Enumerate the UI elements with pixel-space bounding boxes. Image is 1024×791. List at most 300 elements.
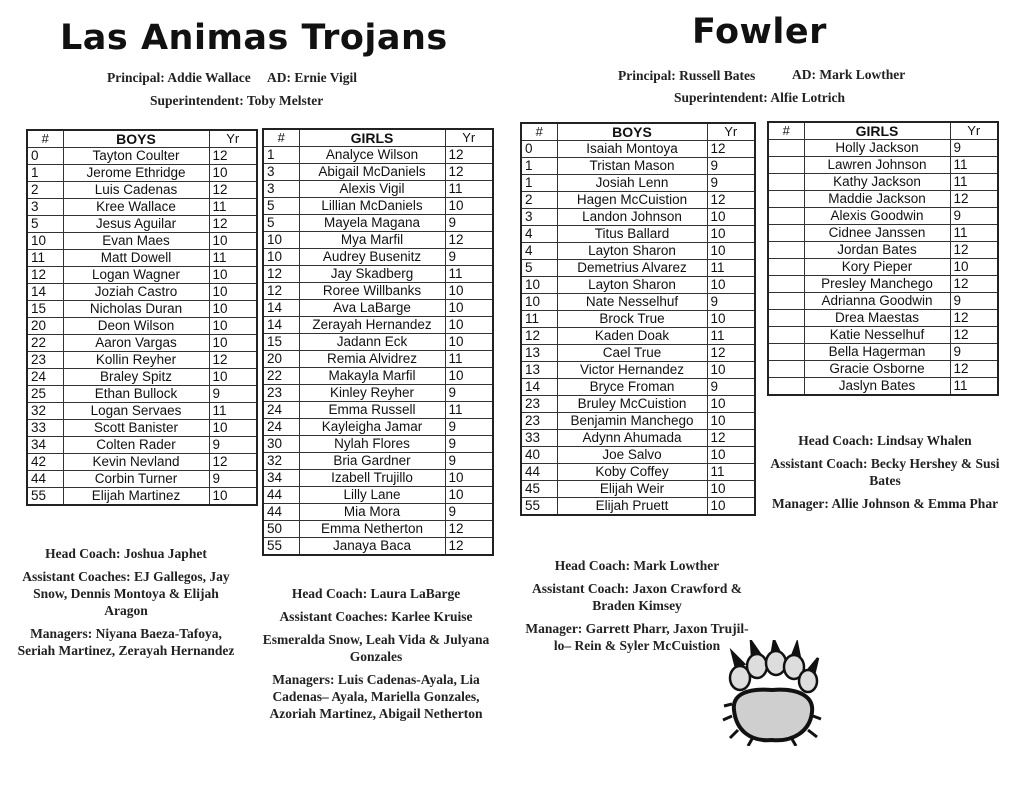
- roster-row: [263, 521, 493, 538]
- player-name: Kayleigha Jamar: [299, 419, 445, 436]
- managers: Managers: Niyana Baeza-Tafoya, Seriah Martinez, Zerayah Hernandez: [17, 626, 235, 658]
- roster-row: [521, 481, 755, 498]
- roster-row: [521, 379, 755, 396]
- player-name: Emma Netherton: [299, 521, 445, 538]
- assistant-coaches: Assistant Coach: Jaxon Crawford & Braden Kimsey: [532, 581, 742, 613]
- player-number: 23: [521, 396, 557, 413]
- player-name: Landon Johnson: [557, 209, 707, 226]
- player-number: [768, 208, 804, 225]
- roster-row: [768, 327, 998, 344]
- player-name: Nicholas Duran: [63, 301, 209, 318]
- player-number: [768, 344, 804, 361]
- roster-row: [263, 147, 493, 164]
- player-year: 11: [445, 266, 493, 283]
- player-number: 14: [263, 300, 299, 317]
- player-name: Benjamin Manchego: [557, 413, 707, 430]
- roster-header-row: [263, 129, 493, 147]
- player-name: Holly Jackson: [804, 140, 950, 157]
- player-year: 12: [445, 538, 493, 556]
- player-name: Titus Ballard: [557, 226, 707, 243]
- roster-row: [768, 140, 998, 157]
- player-number: 10: [521, 277, 557, 294]
- assistant-coaches: Assistant Coach: Becky Hershey & Susi Bates: [770, 456, 1000, 488]
- roster-row: [521, 243, 755, 260]
- player-name: Logan Servaes: [63, 403, 209, 420]
- player-name: Remia Alvidrez: [299, 351, 445, 368]
- player-name: Maddie Jackson: [804, 191, 950, 208]
- player-name: Matt Dowell: [63, 250, 209, 267]
- roster-row: [263, 334, 493, 351]
- player-number: 13: [521, 345, 557, 362]
- player-year: 10: [209, 267, 257, 284]
- fowler-ad: AD: Mark Lowther: [792, 67, 906, 82]
- player-year: 10: [707, 226, 755, 243]
- roster-row: [768, 378, 998, 396]
- player-number: 10: [27, 233, 63, 250]
- player-number: 32: [27, 403, 63, 420]
- player-name: Mia Mora: [299, 504, 445, 521]
- player-number: 25: [27, 386, 63, 403]
- player-year: 9: [445, 436, 493, 453]
- header-name: GIRLS: [299, 129, 445, 147]
- player-name: Elijah Martinez: [63, 488, 209, 506]
- player-name: Presley Manchego: [804, 276, 950, 293]
- player-number: [768, 293, 804, 310]
- player-name: Koby Coffey: [557, 464, 707, 481]
- header-name: BOYS: [63, 130, 209, 148]
- player-number: 33: [27, 420, 63, 437]
- player-name: Adynn Ahumada: [557, 430, 707, 447]
- roster-row: [263, 368, 493, 385]
- player-number: 5: [27, 216, 63, 233]
- player-year: 10: [209, 233, 257, 250]
- player-number: 55: [27, 488, 63, 506]
- player-name: Layton Sharon: [557, 277, 707, 294]
- player-year: 10: [445, 198, 493, 215]
- las-animas-girls-staff: [252, 585, 500, 728]
- player-number: [768, 140, 804, 157]
- player-number: 5: [521, 260, 557, 277]
- player-year: 10: [707, 447, 755, 464]
- roster-row: [27, 454, 257, 471]
- header-number: #: [27, 130, 63, 148]
- player-number: 33: [521, 430, 557, 447]
- roster-row: [521, 362, 755, 379]
- player-number: 32: [263, 453, 299, 470]
- player-name: Jadann Eck: [299, 334, 445, 351]
- player-name: Gracie Osborne: [804, 361, 950, 378]
- player-year: 12: [707, 430, 755, 447]
- head-coach: Head Coach: Joshua Japhet: [45, 546, 207, 561]
- player-year: 11: [445, 402, 493, 419]
- roster-row: [521, 141, 755, 158]
- player-number: 1: [27, 165, 63, 182]
- roster-row: [521, 209, 755, 226]
- player-year: 10: [209, 488, 257, 506]
- player-number: 44: [263, 487, 299, 504]
- roster-row: [263, 181, 493, 198]
- roster-row: [521, 396, 755, 413]
- fowler-principal: Principal: Russell Bates: [618, 68, 756, 83]
- player-year: 11: [950, 157, 998, 174]
- roster-row: [27, 284, 257, 301]
- roster-row: [521, 328, 755, 345]
- player-name: Nate Nesselhuf: [557, 294, 707, 311]
- player-name: Lillian McDaniels: [299, 198, 445, 215]
- player-name: Drea Maestas: [804, 310, 950, 327]
- player-name: Logan Wagner: [63, 267, 209, 284]
- roster-row: [768, 242, 998, 259]
- player-year: 9: [445, 385, 493, 402]
- player-number: 55: [521, 498, 557, 516]
- roster-row: [27, 148, 257, 165]
- roster-row: [27, 386, 257, 403]
- roster-row: [27, 488, 257, 506]
- assistant-coaches: Assistant Coaches: EJ Gallegos, Jay Snow, Dennis Montoya & Elijah Aragon: [22, 569, 230, 618]
- player-number: 4: [521, 226, 557, 243]
- player-name: Jordan Bates: [804, 242, 950, 259]
- roster-row: [263, 453, 493, 470]
- player-number: 15: [263, 334, 299, 351]
- roster-row: [263, 249, 493, 266]
- roster-row: [521, 447, 755, 464]
- player-year: 10: [209, 318, 257, 335]
- player-year: 9: [950, 140, 998, 157]
- player-year: 10: [707, 243, 755, 260]
- player-year: 10: [445, 334, 493, 351]
- header-year: Yr: [950, 122, 998, 140]
- roster-row: [263, 436, 493, 453]
- player-year: 12: [950, 276, 998, 293]
- roster-row: [768, 310, 998, 327]
- player-name: Jay Skadberg: [299, 266, 445, 283]
- head-coach: Head Coach: Lindsay Whalen: [798, 433, 972, 448]
- player-number: 10: [521, 294, 557, 311]
- player-year: 12: [950, 310, 998, 327]
- player-year: 10: [209, 165, 257, 182]
- player-year: 9: [707, 294, 755, 311]
- player-name: Evan Maes: [63, 233, 209, 250]
- las-animas-girls-roster: [262, 128, 494, 556]
- player-name: Alexis Goodwin: [804, 208, 950, 225]
- player-name: Deon Wilson: [63, 318, 209, 335]
- player-number: 34: [263, 470, 299, 487]
- player-name: Demetrius Alvarez: [557, 260, 707, 277]
- player-name: Scott Banister: [63, 420, 209, 437]
- player-number: [768, 191, 804, 208]
- player-number: 14: [263, 317, 299, 334]
- roster-row: [27, 267, 257, 284]
- player-name: Hagen McCuistion: [557, 192, 707, 209]
- player-name: Joziah Castro: [63, 284, 209, 301]
- roster-row: [521, 464, 755, 481]
- player-number: 24: [27, 369, 63, 386]
- player-name: Kinley Reyher: [299, 385, 445, 402]
- player-year: 10: [707, 209, 755, 226]
- player-name: Janaya Baca: [299, 538, 445, 556]
- roster-row: [27, 301, 257, 318]
- player-year: 12: [950, 191, 998, 208]
- player-name: Joe Salvo: [557, 447, 707, 464]
- player-number: 22: [27, 335, 63, 352]
- roster-row: [263, 351, 493, 368]
- player-name: Bria Gardner: [299, 453, 445, 470]
- roster-row: [768, 361, 998, 378]
- roster-row: [263, 164, 493, 181]
- player-year: 12: [445, 147, 493, 164]
- player-name: Adrianna Goodwin: [804, 293, 950, 310]
- managers: Manager: Allie Johnson & Emma Phar: [771, 496, 999, 511]
- player-name: Katie Nesselhuf: [804, 327, 950, 344]
- player-year: 9: [445, 419, 493, 436]
- las-animas-superintendent: Superintendent: Toby Melster: [150, 93, 324, 108]
- player-number: 24: [263, 402, 299, 419]
- player-number: 30: [263, 436, 299, 453]
- player-year: 9: [707, 158, 755, 175]
- roster-row: [27, 250, 257, 267]
- player-year: 10: [209, 369, 257, 386]
- roster-row: [27, 437, 257, 454]
- player-year: 11: [445, 351, 493, 368]
- player-name: Brock True: [557, 311, 707, 328]
- player-number: 23: [521, 413, 557, 430]
- player-number: [768, 310, 804, 327]
- fowler-girls-roster: [767, 121, 999, 396]
- roster-row: [521, 260, 755, 277]
- roster-row: [263, 402, 493, 419]
- player-number: 23: [27, 352, 63, 369]
- player-number: 50: [263, 521, 299, 538]
- player-name: Braley Spitz: [63, 369, 209, 386]
- player-year: 10: [209, 335, 257, 352]
- player-name: Josiah Lenn: [557, 175, 707, 192]
- player-year: 9: [707, 379, 755, 396]
- player-year: 12: [707, 141, 755, 158]
- player-number: 44: [27, 471, 63, 488]
- player-number: 5: [263, 198, 299, 215]
- player-year: 11: [950, 174, 998, 191]
- player-name: Analyce Wilson: [299, 147, 445, 164]
- roster-row: [521, 413, 755, 430]
- roster-row: [521, 192, 755, 209]
- player-number: [768, 276, 804, 293]
- roster-row: [27, 216, 257, 233]
- roster-row: [27, 369, 257, 386]
- player-name: Bella Hagerman: [804, 344, 950, 361]
- player-name: Lilly Lane: [299, 487, 445, 504]
- player-year: 11: [707, 464, 755, 481]
- player-year: 10: [707, 311, 755, 328]
- roster-row: [263, 538, 493, 556]
- las-animas-title: Las Animas Trojans: [60, 18, 448, 58]
- roster-row: [27, 335, 257, 352]
- player-number: 24: [263, 419, 299, 436]
- assistant-coaches-continued: Esmeralda Snow, Leah Vida & Julyana Gonzales: [262, 632, 490, 664]
- player-number: 0: [27, 148, 63, 165]
- player-name: Mayela Magana: [299, 215, 445, 232]
- player-number: [768, 259, 804, 276]
- header-number: #: [768, 122, 804, 140]
- player-number: 12: [27, 267, 63, 284]
- header-name: BOYS: [557, 123, 707, 141]
- roster-row: [263, 215, 493, 232]
- player-year: 10: [707, 413, 755, 430]
- header-number: #: [263, 129, 299, 147]
- player-year: 10: [445, 317, 493, 334]
- roster-row: [263, 266, 493, 283]
- player-number: 3: [263, 181, 299, 198]
- player-number: 4: [521, 243, 557, 260]
- player-name: Jaslyn Bates: [804, 378, 950, 396]
- header-year: Yr: [209, 130, 257, 148]
- fowler-boys-staff: [524, 557, 750, 660]
- player-year: 10: [445, 300, 493, 317]
- player-name: Kory Pieper: [804, 259, 950, 276]
- player-number: 2: [27, 182, 63, 199]
- player-year: 9: [209, 437, 257, 454]
- player-name: Kaden Doak: [557, 328, 707, 345]
- player-year: 11: [950, 378, 998, 396]
- player-name: Kathy Jackson: [804, 174, 950, 191]
- player-number: 1: [521, 175, 557, 192]
- player-number: 34: [27, 437, 63, 454]
- roster-row: [521, 277, 755, 294]
- player-year: 10: [950, 259, 998, 276]
- player-name: Lawren Johnson: [804, 157, 950, 174]
- player-name: Kevin Nevland: [63, 454, 209, 471]
- player-name: Abigail McDaniels: [299, 164, 445, 181]
- roster-row: [27, 352, 257, 369]
- roster-row: [263, 317, 493, 334]
- fowler-boys-roster: [520, 122, 756, 516]
- las-animas-boys-roster: [26, 129, 258, 506]
- roster-header-row: [768, 122, 998, 140]
- player-year: 10: [707, 481, 755, 498]
- player-number: 2: [521, 192, 557, 209]
- player-number: 20: [263, 351, 299, 368]
- roster-row: [263, 232, 493, 249]
- player-year: 9: [950, 293, 998, 310]
- player-name: Aaron Vargas: [63, 335, 209, 352]
- roster-row: [768, 174, 998, 191]
- player-number: 20: [27, 318, 63, 335]
- player-name: Isaiah Montoya: [557, 141, 707, 158]
- player-number: [768, 174, 804, 191]
- player-year: 9: [445, 215, 493, 232]
- player-number: 12: [263, 266, 299, 283]
- player-year: 12: [209, 182, 257, 199]
- roster-row: [521, 175, 755, 192]
- player-year: 12: [209, 352, 257, 369]
- player-name: Elijah Pruett: [557, 498, 707, 516]
- player-year: 12: [445, 164, 493, 181]
- player-year: 10: [445, 283, 493, 300]
- player-number: 40: [521, 447, 557, 464]
- player-year: 10: [209, 420, 257, 437]
- player-number: 44: [263, 504, 299, 521]
- head-coach: Head Coach: Mark Lowther: [554, 558, 720, 573]
- player-year: 10: [707, 498, 755, 516]
- roster-row: [263, 283, 493, 300]
- roster-row: [27, 420, 257, 437]
- player-name: Luis Cadenas: [63, 182, 209, 199]
- roster-row: [768, 208, 998, 225]
- player-name: Cael True: [557, 345, 707, 362]
- player-year: 11: [209, 250, 257, 267]
- player-year: 10: [707, 277, 755, 294]
- fowler-superintendent: Superintendent: Alfie Lotrich: [674, 90, 845, 105]
- las-animas-principal: Principal: Addie Wallace: [107, 70, 251, 85]
- roster-row: [768, 344, 998, 361]
- player-year: 12: [950, 361, 998, 378]
- managers: Manager: Garrett Pharr, Jaxon Trujil-lo– Rein & Syler McCuistion: [525, 621, 749, 653]
- fowler-girls-staff: [762, 432, 1008, 518]
- roster-row: [768, 157, 998, 174]
- roster-row: [768, 259, 998, 276]
- player-name: Ethan Bullock: [63, 386, 209, 403]
- player-number: 42: [27, 454, 63, 471]
- player-name: Cidnee Janssen: [804, 225, 950, 242]
- roster-row: [27, 182, 257, 199]
- player-year: 10: [707, 396, 755, 413]
- roster-header-row: [27, 130, 257, 148]
- player-year: 9: [445, 453, 493, 470]
- roster-row: [27, 318, 257, 335]
- player-number: 44: [521, 464, 557, 481]
- roster-row: [27, 199, 257, 216]
- player-number: [768, 157, 804, 174]
- player-number: 23: [263, 385, 299, 402]
- managers: Managers: Luis Cadenas-Ayala, Lia Cadenas– Ayala, Mariella Gonzales, Azoriah Martinez, Abigail Netherton: [269, 672, 483, 721]
- player-year: 11: [707, 260, 755, 277]
- player-year: 11: [950, 225, 998, 242]
- player-year: 12: [950, 327, 998, 344]
- header-number: #: [521, 123, 557, 141]
- player-name: Ava LaBarge: [299, 300, 445, 317]
- player-name: Bruley McCuistion: [557, 396, 707, 413]
- player-number: 14: [521, 379, 557, 396]
- player-year: 12: [707, 192, 755, 209]
- player-name: Zerayah Hernandez: [299, 317, 445, 334]
- player-name: Jerome Ethridge: [63, 165, 209, 182]
- roster-row: [263, 300, 493, 317]
- player-number: 1: [521, 158, 557, 175]
- roster-row: [27, 403, 257, 420]
- player-number: 11: [27, 250, 63, 267]
- assistant-coaches: Assistant Coaches: Karlee Kruise: [279, 609, 473, 624]
- player-name: Tayton Coulter: [63, 148, 209, 165]
- roster-row: [521, 294, 755, 311]
- player-name: Makayla Marfil: [299, 368, 445, 385]
- roster-row: [263, 487, 493, 504]
- player-year: 9: [950, 344, 998, 361]
- player-name: Emma Russell: [299, 402, 445, 419]
- las-animas-boys-staff: [14, 545, 238, 665]
- player-number: 55: [263, 538, 299, 556]
- player-year: 10: [445, 470, 493, 487]
- player-name: Victor Hernandez: [557, 362, 707, 379]
- roster-row: [768, 293, 998, 310]
- player-number: [768, 378, 804, 396]
- las-animas-ad: AD: Ernie Vigil: [267, 70, 357, 85]
- player-year: 9: [209, 471, 257, 488]
- player-year: 11: [209, 199, 257, 216]
- player-name: Colten Rader: [63, 437, 209, 454]
- player-number: 3: [263, 164, 299, 181]
- player-number: [768, 242, 804, 259]
- player-number: 3: [521, 209, 557, 226]
- roster-row: [263, 470, 493, 487]
